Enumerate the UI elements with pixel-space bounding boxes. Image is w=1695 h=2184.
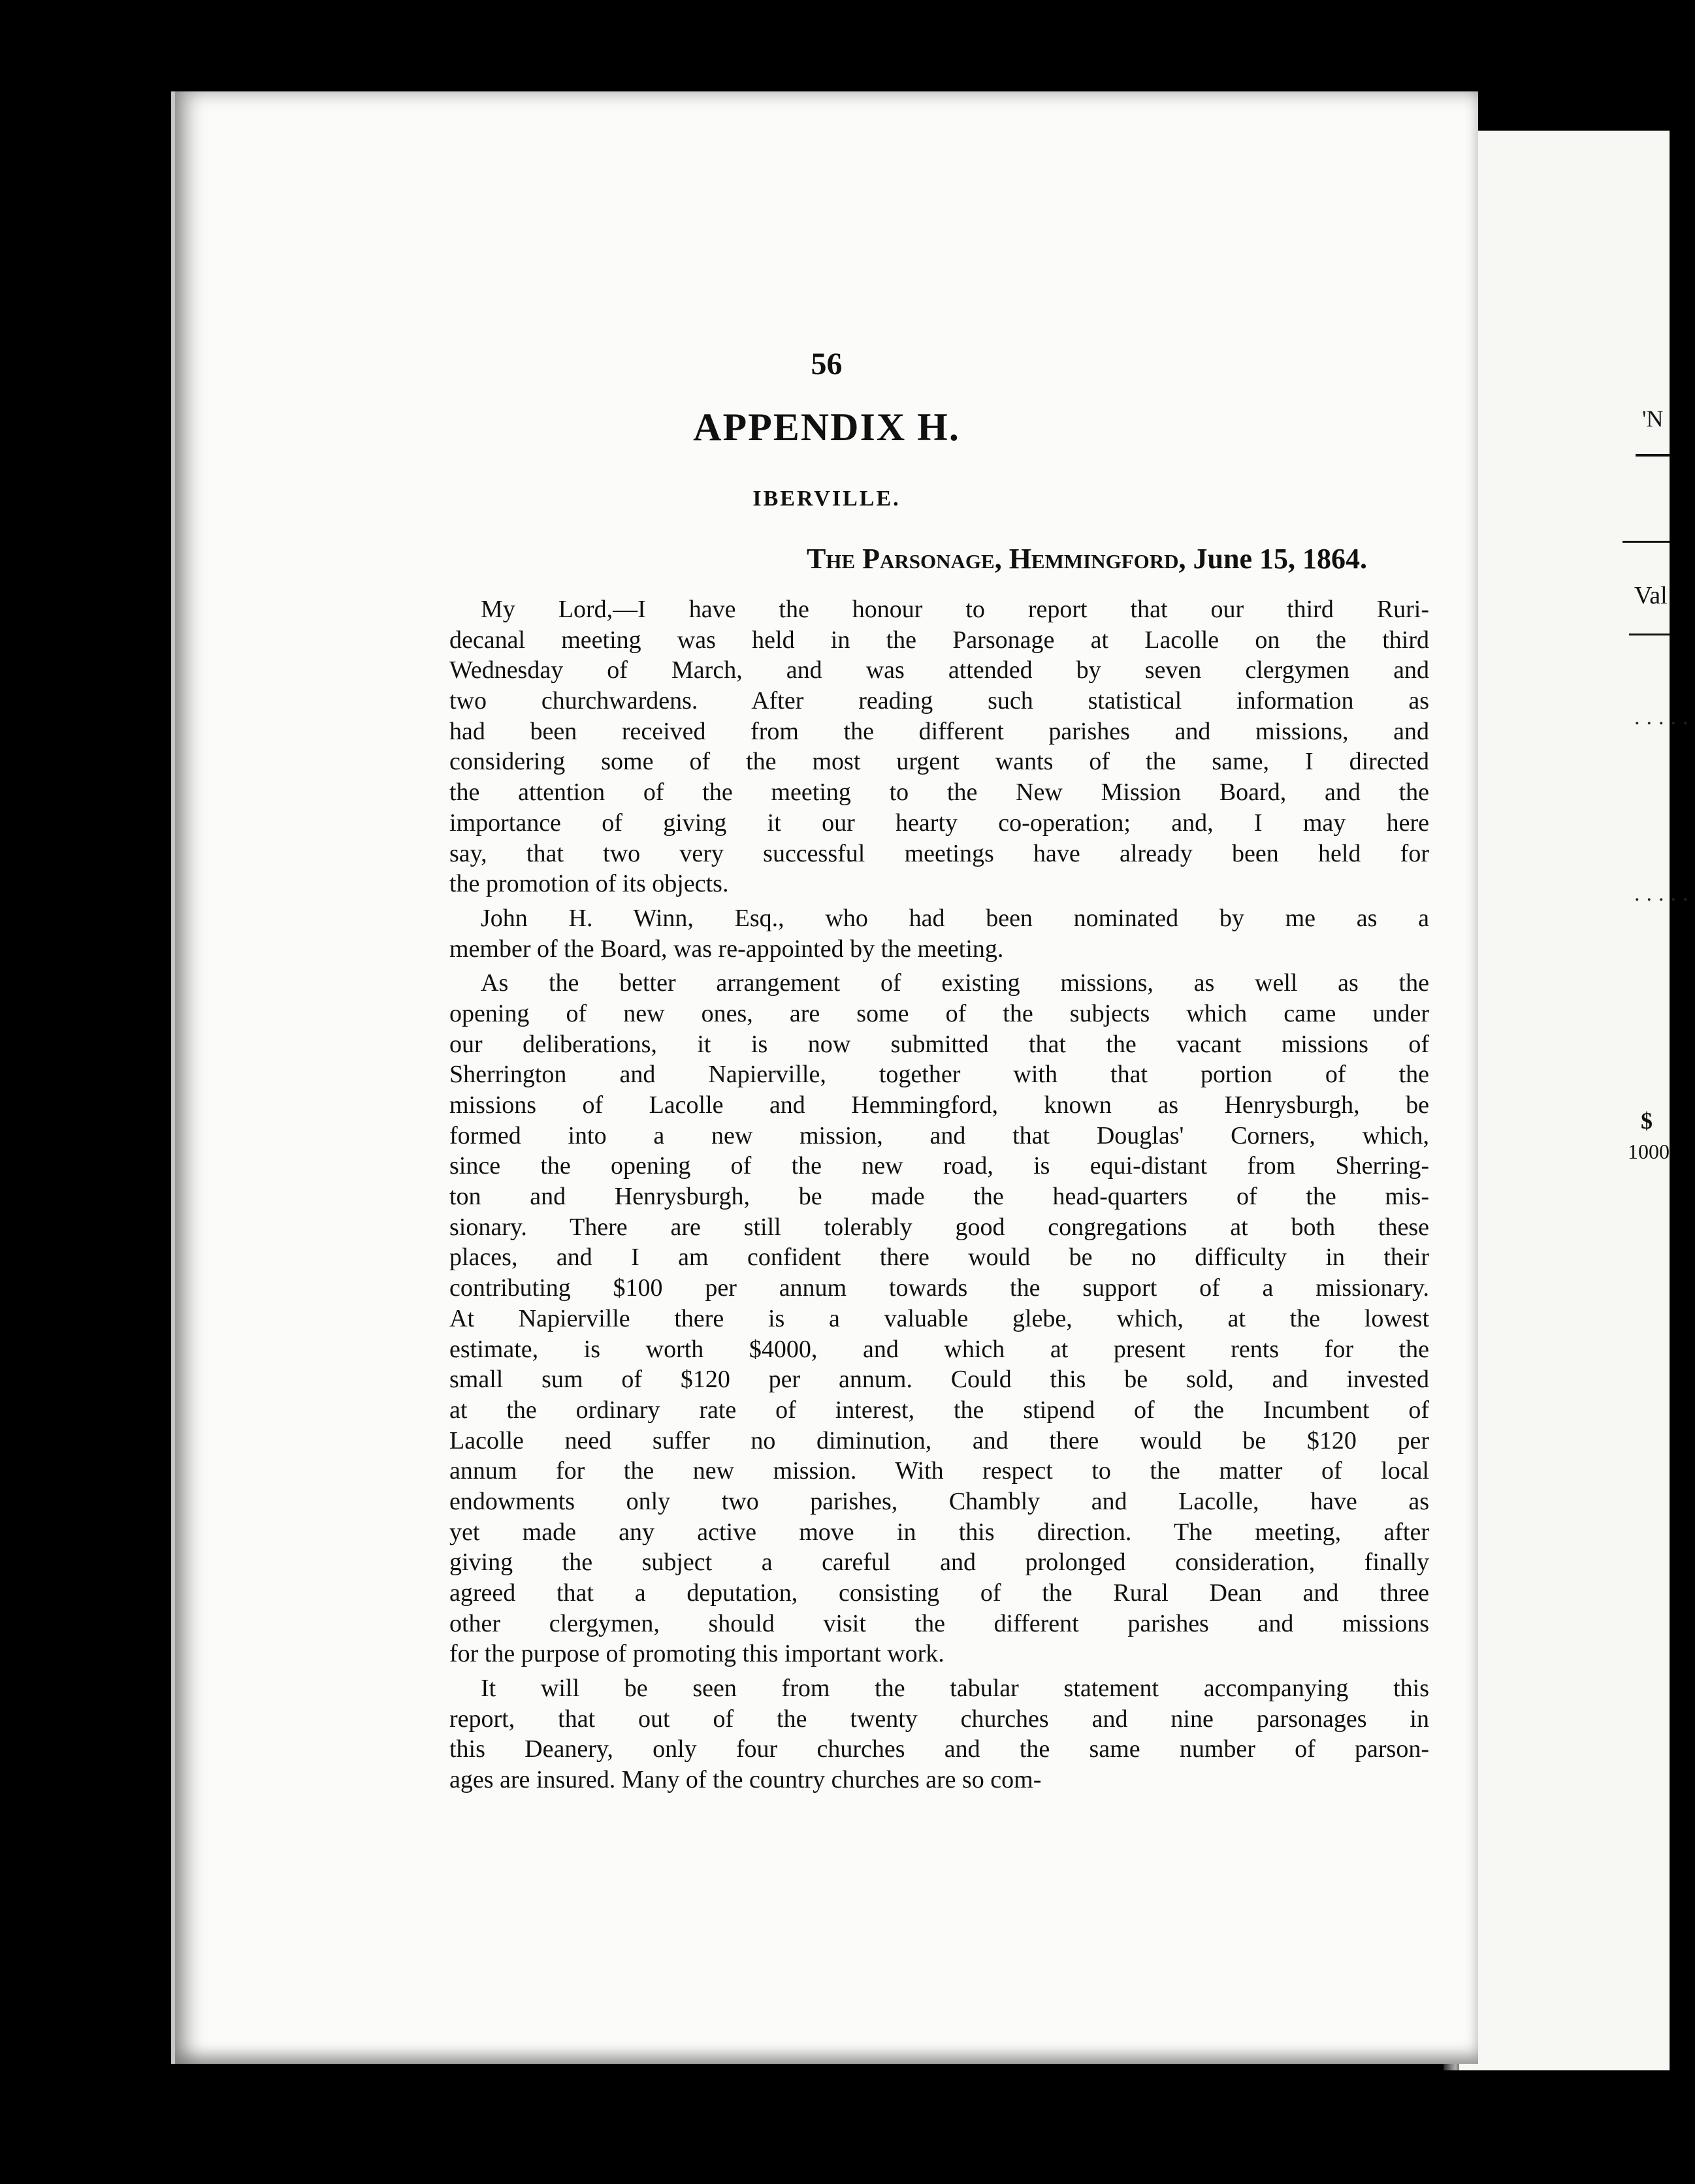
section-title: IBERVILLE.: [752, 487, 901, 511]
text-line: opening of new ones, are some of the subjects which came under: [449, 999, 1429, 1027]
text-line: this Deanery, only four churches and the same number of parson-: [449, 1735, 1429, 1763]
text-line: member of the Board, was re-appointed by the meeting.: [449, 935, 1004, 963]
text-line: the attention of the meeting to the New Mission Board, and the: [449, 779, 1429, 807]
text-line: formed into a new mission, and that Douglas' Corners, which,: [449, 1121, 1429, 1149]
text-line: Sherrington and Napierville, together with that portion of the: [449, 1061, 1429, 1089]
text-line: say, that two very successful meetings have already been held for: [449, 839, 1429, 867]
text-line: contributing $100 per annum towards the support of a missionary.: [449, 1274, 1429, 1302]
text-line: endowments only two parishes, Chambly and Lacolle, have as: [449, 1487, 1429, 1515]
text-line: yet made any active move in this direction. The meeting, after: [449, 1518, 1429, 1546]
facing-page-fragment: [1457, 131, 1695, 2070]
leader-dots: .....: [1634, 705, 1695, 730]
currency-symbol: $: [1641, 1108, 1653, 1134]
text-line: Lacolle need suffer no diminution, and there would be $120 per: [449, 1426, 1429, 1454]
text-line: At Napierville there is a valuable glebe, which, at the lowest: [449, 1304, 1429, 1332]
text-line: considering some of the most urgent wants of the same, I directed: [449, 748, 1429, 776]
text-line: other clergymen, should visit the different parishes and missions: [449, 1609, 1429, 1637]
text-line: As the better arrangement of existing missions, as well as the: [481, 969, 1429, 997]
text-line: missions of Lacolle and Hemmingford, known as Henrysburgh, be: [449, 1091, 1429, 1119]
dateline-date: June 15, 1864.: [1193, 543, 1367, 575]
text-line: places, and I am confident there would be no difficulty in their: [449, 1244, 1429, 1272]
text-line: Wednesday of March, and was attended by seven clergymen and: [449, 656, 1429, 684]
dateline-place: The Parsonage, Hemmingford,: [807, 543, 1186, 575]
text-line: estimate, is worth $4000, and which at present rents for the: [449, 1335, 1429, 1363]
rule: [1636, 454, 1670, 457]
appendix-title: APPENDIX H.: [693, 406, 960, 449]
text-line: giving the subject a careful and prolonged consideration, finally: [449, 1549, 1429, 1577]
paragraph: [449, 968, 1429, 1669]
text-line: two churchwardens. After reading such statistical information as: [449, 687, 1429, 715]
dateline: [807, 542, 1367, 575]
text-line: for the purpose of promoting this important work.: [449, 1640, 944, 1668]
page-number: 56: [811, 347, 843, 381]
text-line: at the ordinary rate of interest, the stipend of the Incumbent of: [449, 1396, 1429, 1424]
letter-body: [449, 594, 1429, 1795]
text-line: John H. Winn, Esq., who had been nominated by me as a: [481, 904, 1429, 932]
facing-page-heading-fragment: 'N: [1642, 406, 1664, 432]
rule: [1629, 634, 1670, 635]
text-line: had been received from the different parishes and missions, and: [449, 717, 1429, 745]
leader-dots: .....: [1634, 882, 1695, 906]
text-line: My Lord,—I have the honour to report that our third Ruri-: [481, 596, 1429, 623]
text-line: report, that out of the twenty churches and nine parsonages in: [449, 1705, 1429, 1733]
text-line: ton and Henrysburgh, be made the head-quarters of the mis-: [449, 1183, 1429, 1211]
rule: [1622, 541, 1670, 543]
text-line: ages are insured. Many of the country churches are so com-: [449, 1766, 1042, 1794]
paragraph: [449, 903, 1429, 964]
text-line: small sum of $120 per annum. Could this be sold, and invested: [449, 1366, 1429, 1394]
text-line: the promotion of its objects.: [449, 870, 729, 898]
facing-page-column-header: Val: [1634, 582, 1668, 609]
text-line: importance of giving it our hearty co-operation; and, I may here: [449, 809, 1429, 837]
amount-value: 1000: [1628, 1140, 1670, 1163]
text-line: our deliberations, it is now submitted that the vacant missions of: [449, 1030, 1429, 1058]
text-line: decanal meeting was held in the Parsonage at Lacolle on the third: [449, 626, 1429, 654]
paragraph: [449, 594, 1429, 899]
text-line: since the opening of the new road, is equi-distant from Sherring-: [449, 1152, 1429, 1180]
text-line: annum for the new mission. With respect to the matter of local: [449, 1457, 1429, 1485]
text-line: It will be seen from the tabular statement accompanying this: [481, 1675, 1429, 1703]
document-page: [171, 91, 1478, 2064]
paragraph: [449, 1673, 1429, 1795]
text-line: agreed that a deputation, consisting of the Rural Dean and three: [449, 1579, 1429, 1607]
text-line: sionary. There are still tolerably good congregations at both these: [449, 1213, 1429, 1241]
